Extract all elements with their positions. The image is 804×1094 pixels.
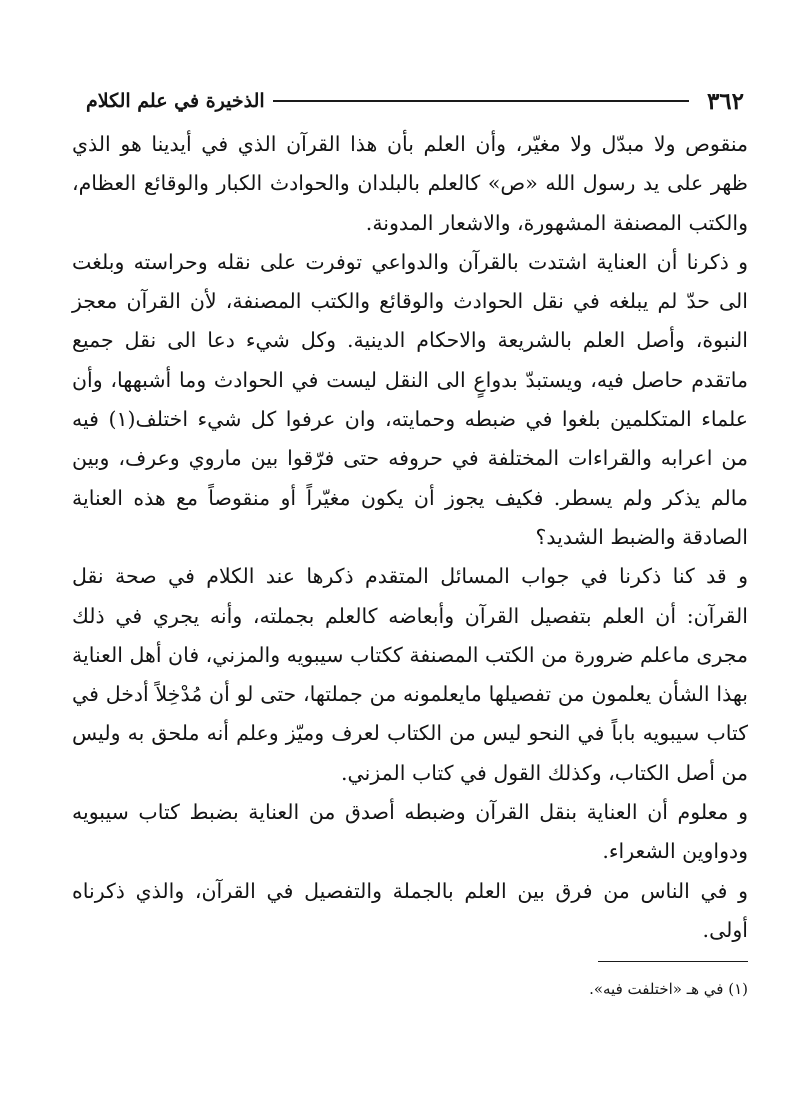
paragraph-4: و معلوم أن العناية بنقل القرآن وضبطه أصدق من العناية بضبط كتاب سيبويه ودواوين الشعراء. (72, 800, 748, 864)
footnote: (١) في هـ «اختلفت فيه». (589, 980, 748, 998)
paragraph-5: و في الناس من فرق بين العلم بالجملة والتفصيل في القرآن، والذي ذكرناه أولى. (72, 878, 748, 942)
header-rule (273, 100, 689, 102)
running-title: الذخيرة في علم الكلام (86, 90, 265, 112)
paragraph-3: و قد كنا ذكرنا في جواب المسائل المتقدم ذكرها عند الكلام في صحة نقل القرآن: أن العلم بتفصيل القرآن وأبعاضه كالعلم بجملته، وأنه يجري في ذلك مجرى ماعلم ضرورة من الكتب المصنفة ككتاب سيبويه والمزني، فان أهل العناية بهذا الشأن يعلمون من تفصيلها مايعلمونه من جملتها، حتى لو أن مُدْخِلاً أدخل في كتاب سيبويه باباً في النحو ليس من الكتاب لعرف وميّز وعلم أنه ملحق به وليس من أصل الكتاب، وكذلك القول في كتاب المزني. (72, 564, 748, 785)
page-number: ٣٦٢ (706, 87, 744, 115)
body-text (72, 125, 748, 950)
page-header (86, 84, 744, 118)
paragraph-1: منقوص ولا مبدّل ولا مغيّر، وأن العلم بأن هذا القرآن الذي في أيدينا هو الذي ظهر على يد رسول الله «ص» كالعلم بالبلدان والحوادث الكبار والوقائع العظام، والكتب المصنفة المشهورة، والاشعار المدونة. (72, 132, 748, 235)
footnote-rule (598, 961, 748, 962)
paragraph-2: و ذكرنا أن العناية اشتدت بالقرآن والدواعي توفرت على نقله وحراسته وبلغت الى حدّ لم يبلغه في نقل الحوادث والوقائع والكتب المصنفة، لأن القرآن معجز النبوة، وأصل العلم بالشريعة والاحكام الدينية. وكل شيء دعا الى نقل جميع ماتقدم حاصل فيه، ويستبدّ بدواعٍ الى النقل ليست في الحوادث وما أشبهها، وأن علماء المتكلمين بلغوا في ضبطه وحمايته، وان عرفوا كل شيء اختلف(١) فيه من اعرابه والقراءات المختلفة في حروفه حتى فرّقوا بين ماروي وعرف، وبين مالم يذكر ولم يسطر. فكيف يجوز أن يكون مغيّراً أو منقوصاً مع هذه العناية الصادقة والضبط الشديد؟ (72, 249, 748, 549)
